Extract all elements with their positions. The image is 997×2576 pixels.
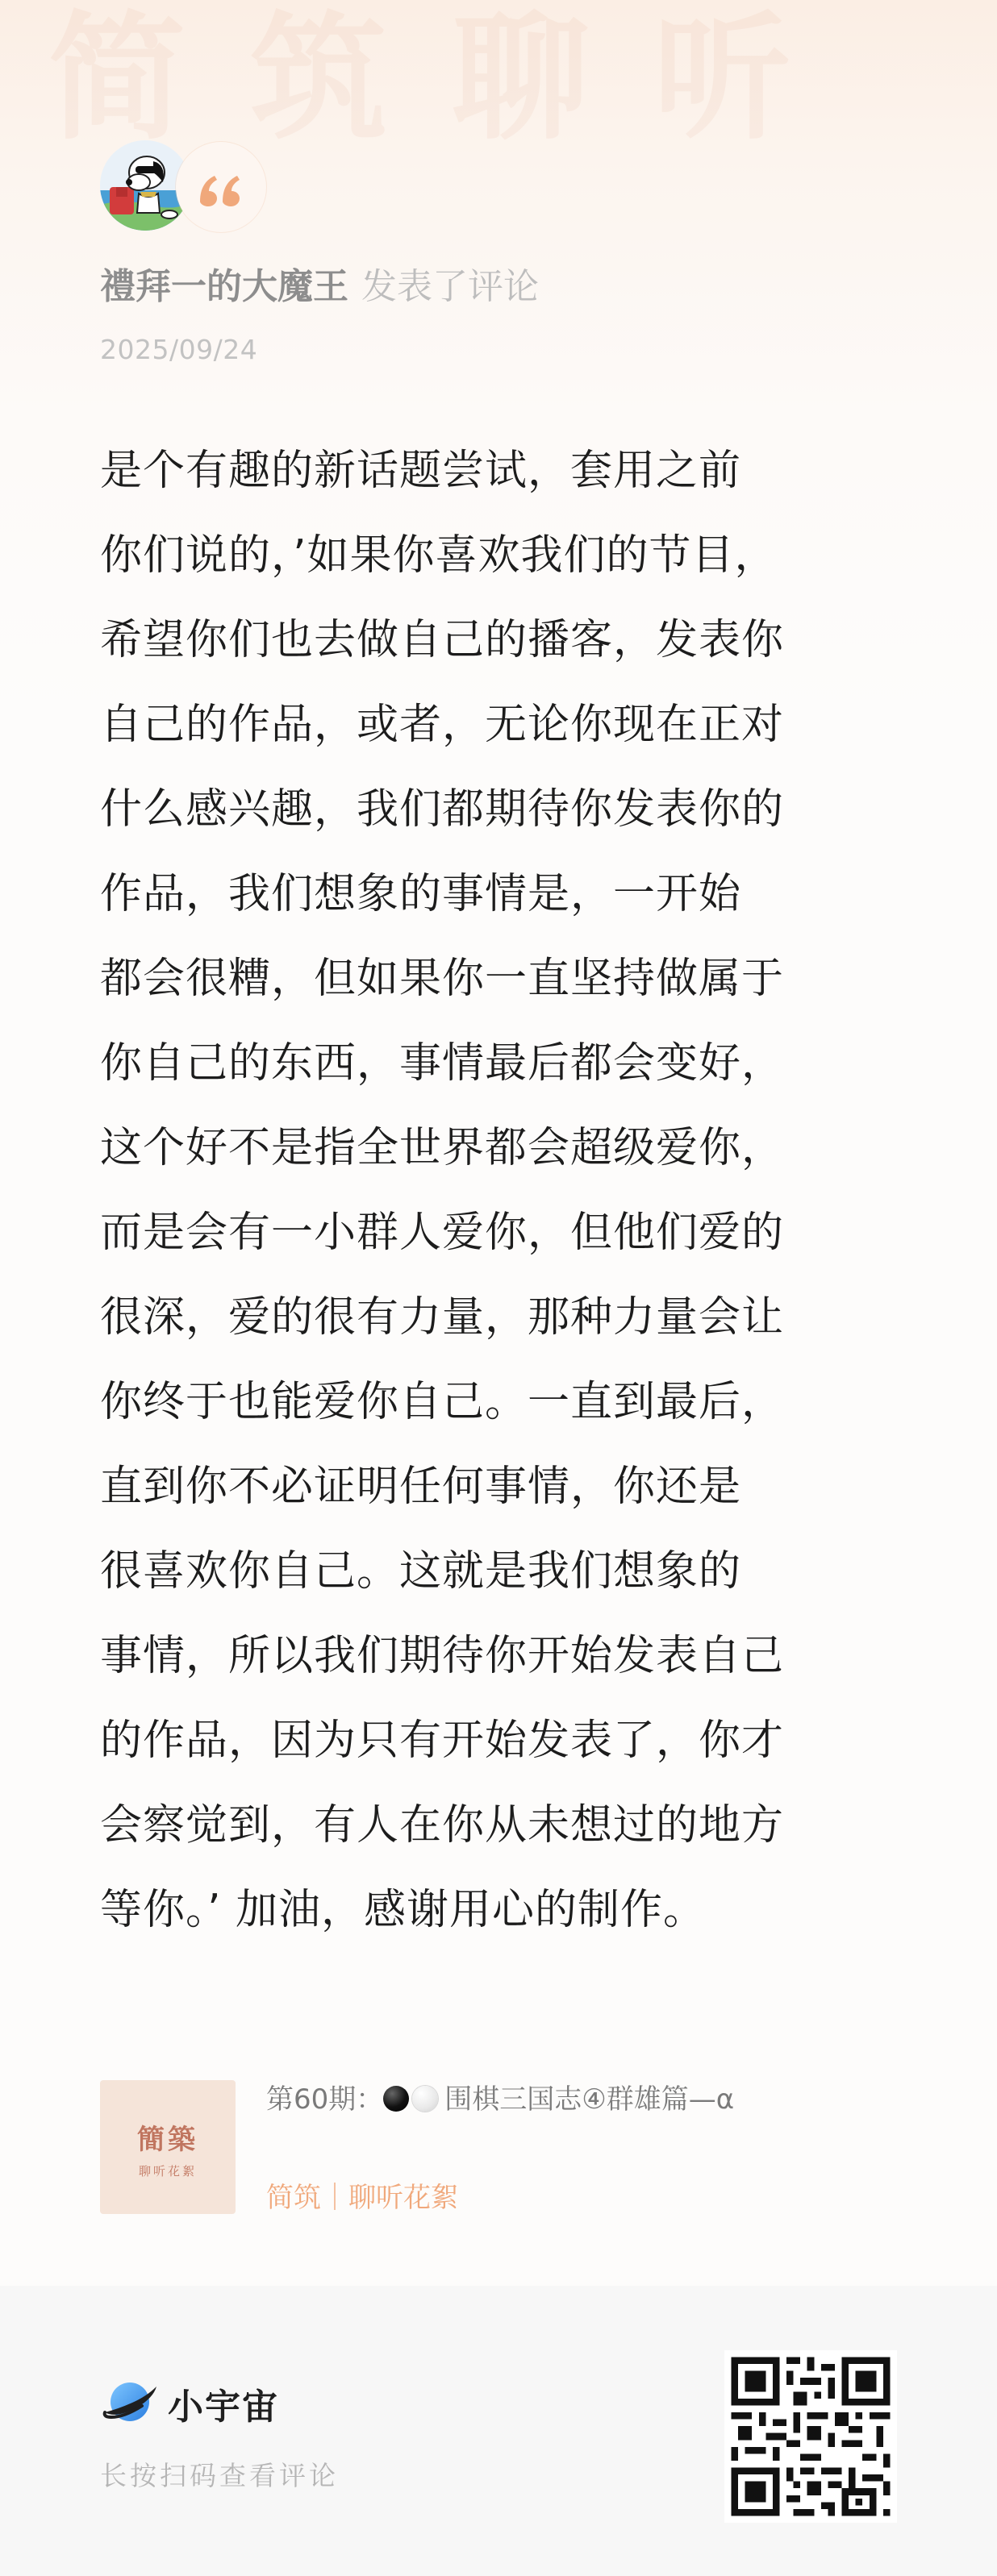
episode-title[interactable] bbox=[266, 2080, 734, 2119]
quote-badge bbox=[176, 142, 266, 232]
episode-number: 第60期： bbox=[266, 2083, 384, 2116]
comment-date: 2025/09/24 bbox=[100, 334, 258, 365]
scan-hint: 长按扫码查看评论 bbox=[100, 2460, 339, 2491]
brand-name: 小宇宙 bbox=[168, 2387, 279, 2428]
black-stone-icon bbox=[383, 2086, 409, 2112]
qr-code[interactable] bbox=[724, 2350, 897, 2523]
quote-icon bbox=[176, 142, 266, 232]
comment-text: 是个有趣的新话题尝试，套用之前 你们说的，’如果你喜欢我们的节目， 希望你们也去做自己的播客，发表你 自己的作品，或者，无论你现在正对 什么感兴趣，我们都期待你发表你的 作品，我们想象的事情是，一开始 都会很糟，但如果你一直坚持做属于 你自己的东西，事情最后都会变好， 这个好不是指全世界都会超级爱你， 而是会有一小群人爱你，但他们爱的 很深，爱的很有力量，那种力量会让 你终于也能爱你自己。一直到最后， 直到你不必证明任何事情，你还是 很喜欢你自己。这就是我们想象的 事情，所以我们期待你开始发表自己 的作品，因为只有开始发表了，你才 会察觉到，有人在你从未想过的地方 等你。’ 加油，感谢用心的制作。 bbox=[100, 447, 785, 1934]
white-stone-icon bbox=[412, 2086, 438, 2112]
planet-icon bbox=[100, 2372, 160, 2432]
author-name[interactable]: 禮拜一的大魔王 bbox=[100, 266, 348, 307]
comment-header bbox=[100, 261, 539, 313]
episode-title-text: 围棋三国志④群雄篇—α bbox=[444, 2083, 735, 2116]
cover-title: 簡築 bbox=[137, 2124, 198, 2156]
background-watermark: 简筑聊听 bbox=[48, 0, 856, 159]
share-footer bbox=[0, 2286, 997, 2576]
comment-action-label: 发表了评论 bbox=[361, 266, 539, 307]
podcast-name[interactable]: 简筑｜聊听花絮 bbox=[266, 2182, 458, 2214]
qr-code-icon bbox=[724, 2350, 897, 2523]
episode-cover[interactable] bbox=[100, 2080, 236, 2214]
cover-subtitle: 聊听花絮 bbox=[138, 2164, 197, 2179]
